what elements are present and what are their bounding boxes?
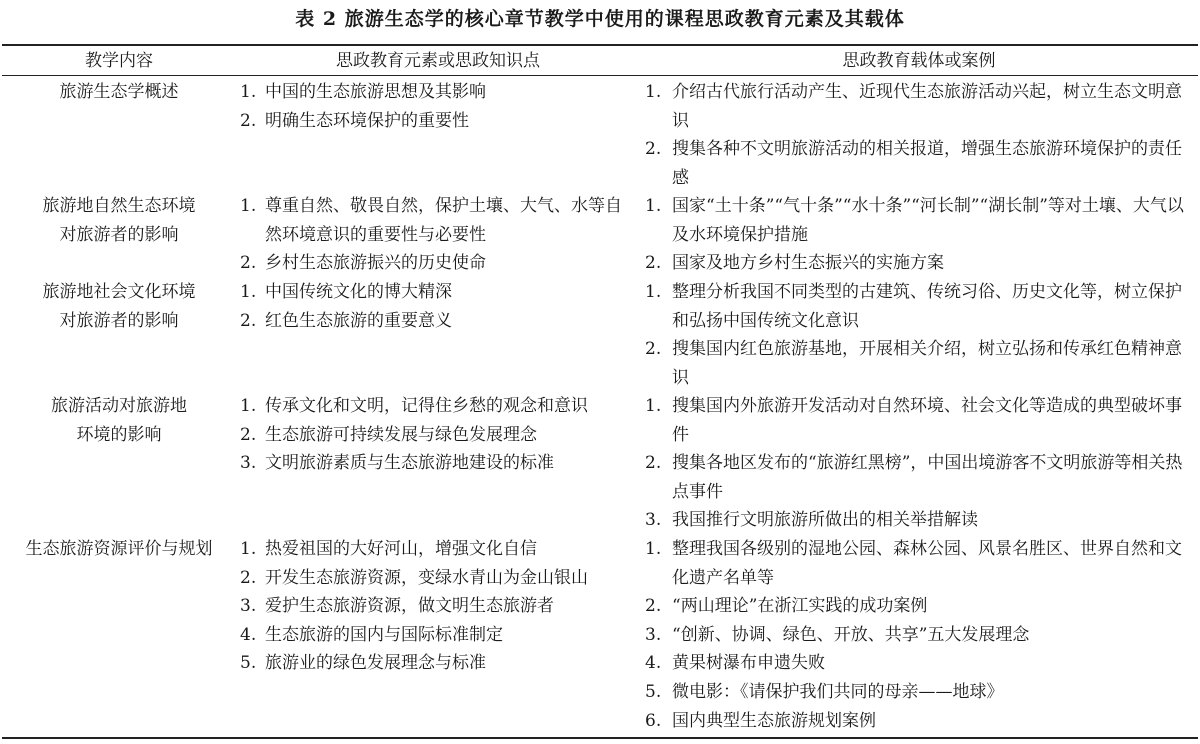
case-item: 1. 国家“土十条”“气十条”“水十条”“河长制”“湖长制”等对土壤、大气以及水环境保护措施 — [645, 196, 1184, 245]
case-item: 6. 国内典型生态旅游规划案例 — [645, 710, 876, 731]
table-bottom-rule — [2, 737, 1198, 739]
header-carriers-cases: 思政教育载体或案例 — [842, 51, 996, 71]
element-item: 3. 爱护生态旅游资源，做文明生态旅游者 — [240, 596, 554, 617]
elements-cell — [240, 535, 636, 678]
table-header-rule — [2, 75, 1198, 76]
teaching-content-cell — [4, 192, 234, 249]
teaching-content-cell — [4, 535, 234, 564]
teaching-content-line: 旅游生态学概述 — [59, 82, 179, 102]
cases-cell — [645, 78, 1193, 192]
table-top-rule — [2, 44, 1198, 46]
case-item: 2. 搜集各地区发布的“旅游红黑榜”，中国出境游客不文明旅游等相关热点事件 — [645, 453, 1183, 502]
case-item: 1. 搜集国内外旅游开发活动对自然环境、社会文化等造成的典型破坏事件 — [645, 396, 1182, 445]
elements-cell — [240, 278, 636, 335]
element-item: 2. 乡村生态旅游振兴的历史使命 — [240, 253, 486, 274]
case-item: 1. 介绍古代旅行活动产生、近现代生态旅游活动兴起，树立生态文明意识 — [645, 82, 1182, 131]
element-item: 2. 明确生态环境保护的重要性 — [240, 110, 469, 131]
case-item: 5. 微电影：《请保护我们共同的母亲——地球》 — [645, 681, 1004, 702]
teaching-content-cell — [4, 78, 234, 107]
elements-cell — [240, 78, 636, 135]
case-item: 3. “创新、协调、绿色、开放、共享”五大发展理念 — [645, 624, 1030, 645]
elements-cell — [240, 192, 636, 278]
element-item: 5. 旅游业的绿色发展理念与标准 — [240, 653, 486, 674]
teaching-content-line: 对旅游者的影响 — [59, 224, 179, 245]
element-item: 1. 中国传统文化的博大精深 — [240, 282, 452, 302]
cases-cell — [645, 392, 1193, 535]
table-caption: 表 2 旅游生态学的核心章节教学中使用的课程思政教育元素及其载体 — [295, 8, 905, 30]
element-item: 1. 中国的生态旅游思想及其影响 — [240, 82, 486, 102]
teaching-content-line: 对旅游者的影响 — [59, 310, 179, 331]
cases-cell — [645, 192, 1193, 278]
element-item: 1. 传承文化和文明，记得住乡愁的观念和意识 — [240, 396, 588, 416]
elements-cell — [240, 392, 636, 478]
cases-cell — [645, 535, 1193, 735]
teaching-content-line: 旅游活动对旅游地 — [51, 396, 187, 416]
teaching-content-cell — [4, 278, 234, 335]
case-item: 1. 整理我国各级别的湿地公园、森林公园、风景名胜区、世界自然和文化遗产名单等 — [645, 539, 1182, 588]
case-item: 3. 我国推行文明旅游所做出的相关举措解读 — [645, 510, 978, 531]
case-item: 2. 搜集各种不文明旅游活动的相关报道，增强生态旅游环境保护的责任感 — [645, 139, 1182, 188]
element-item: 1. 热爱祖国的大好河山，增强文化自信 — [240, 539, 537, 559]
header-ideological-elements: 思政教育元素或思政知识点 — [336, 51, 540, 71]
cases-cell — [645, 278, 1193, 392]
header-teaching-content: 教学内容 — [85, 51, 153, 71]
element-item: 2. 红色生态旅游的重要意义 — [240, 310, 452, 331]
element-item: 4. 生态旅游的国内与国际标准制定 — [240, 624, 503, 645]
case-item: 4. 黄果树瀑布申遗失败 — [645, 653, 825, 674]
element-item: 2. 生态旅游可持续发展与绿色发展理念 — [240, 424, 537, 445]
teaching-content-line: 旅游地自然生态环境 — [42, 196, 196, 216]
element-item: 3. 文明旅游素质与生态旅游地建设的标准 — [240, 453, 554, 474]
teaching-content-line: 环境的影响 — [76, 424, 162, 445]
element-item: 2. 开发生态旅游资源，变绿水青山为金山银山 — [240, 567, 588, 588]
teaching-content-line: 生态旅游资源评价与规划 — [25, 539, 213, 559]
case-item: 2. 搜集国内红色旅游基地，开展相关介绍，树立弘扬和传承红色精神意识 — [645, 339, 1182, 388]
case-item: 2. “两山理论”在浙江实践的成功案例 — [645, 596, 928, 617]
case-item: 1. 整理分析我国不同类型的古建筑、传统习俗、历史文化等，树立保护和弘扬中国传统文化意识 — [645, 282, 1182, 331]
element-item: 1. 尊重自然、敬畏自然，保护土壤、大气、水等自然环境意识的重要性与必要性 — [240, 196, 622, 245]
teaching-content-line: 旅游地社会文化环境 — [42, 282, 196, 302]
case-item: 2. 国家及地方乡村生态振兴的实施方案 — [645, 253, 944, 274]
teaching-content-cell — [4, 392, 234, 449]
